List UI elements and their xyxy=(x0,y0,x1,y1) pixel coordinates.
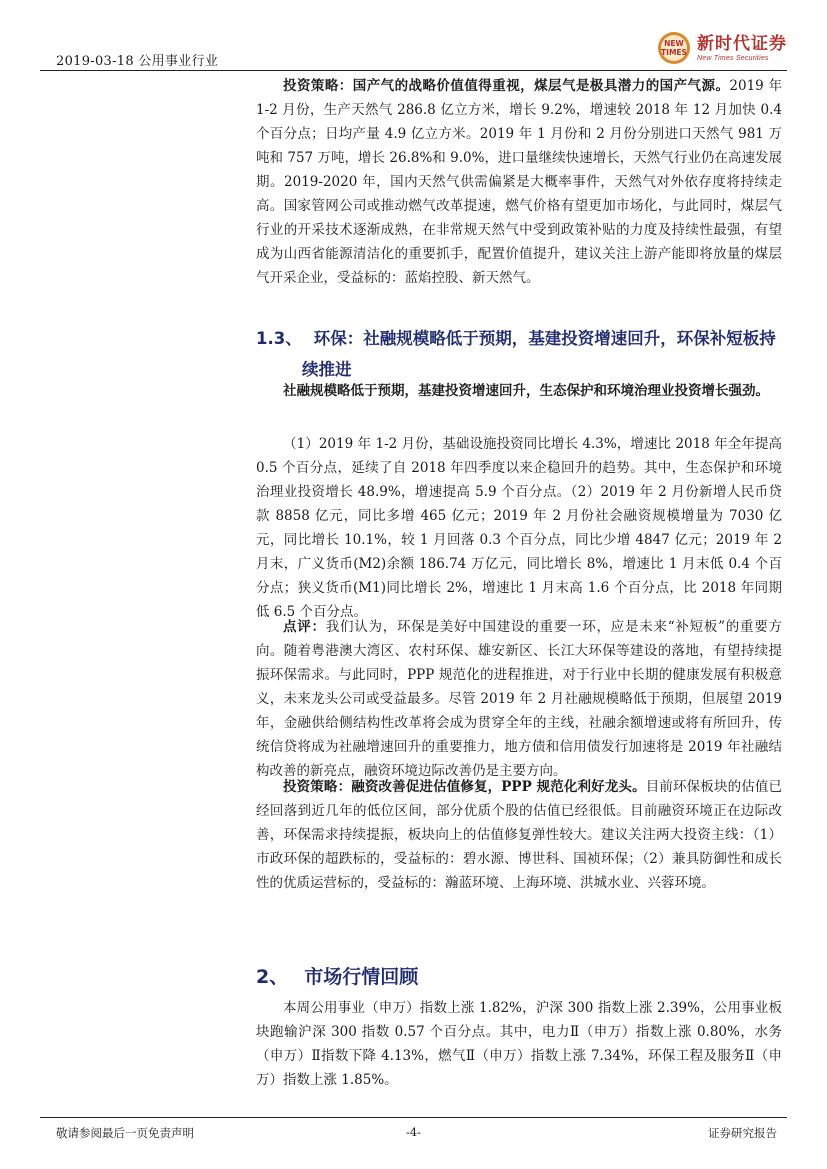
company-logo xyxy=(657,30,787,66)
page-header xyxy=(40,30,787,70)
page-footer xyxy=(40,1117,787,1145)
footer-disclaimer: 敬请参阅最后一页免责声明 xyxy=(56,1126,194,1140)
comment-text: 我们认为，环保是美好中国建设的重要一环，应是未来“补短板”的重要方向。随着粤港澳大湾区、农村环保、雄安新区、长江大环保等建设的落地，有望持续提振环保需求。与此同时，PPP 规范化的进程推进，对于行业中长期的健康发展有积极意义，未来龙头公司或受益最多。尽管 2019 年 2 月社融规模略低于预期，但展望 2019 年，金融供给侧结构性改革将会成为贯穿全年的主线，社融余额增速或将有所回升，传统信贷将成为社融增速回升的重要推力，地方债和信用债发行加速将是 2019 年社融结构改善的新亮点，融资环境边际改善仍是主要方向。 xyxy=(256,619,782,779)
env-strategy-text: 目前环保板块的估值已经回落到近几年的低位区间，部分优质个股的估值已经很低。目前融资环境正在边际改善，环保需求持续提振，板块向上的估值修复弹性较大。建议关注两大投资主线：（1）市政环保的超跌标的，受益标的：碧水源、博世科、国祯环保；（2）兼具防御性和成长性的优质运营标的，受益标的：瀚蓝环境、上海环境、洪城水业、兴蓉环境。 xyxy=(256,779,783,891)
logo-english-name: New Times Securities xyxy=(697,54,769,62)
env-subheading: 社融规模略低于预期，基建投资增速回升，生态保护和环境治理业投资增长强劲。 xyxy=(283,383,769,399)
env-comment-paragraph xyxy=(256,615,782,783)
env-strategy-lead: 融资改善促进估值修复，PPP 规范化利好龙头。 xyxy=(351,779,646,795)
section-2-title: 市场行情回顾 xyxy=(304,966,419,988)
page-number: -4- xyxy=(405,1125,422,1139)
gas-investment-strategy xyxy=(256,74,782,290)
env-investment-strategy xyxy=(256,775,782,895)
section-number: 1.3、 xyxy=(256,329,302,348)
gas-strategy-text: 2019 年 1-2 月份，生产天然气 286.8 亿立方米，增长 9.2%，增速较 2018 年 12 月加快 0.4 个百分点；日均产量 4.9 亿立方米。2019 年 1 月份和 2 月份分别进口天然气 981 万吨和 757 万吨，增长 26.8%和 9.0%，进口量继续快速增长，天然气行业仍在高速发展期。2019-2020 年，国内天然气供需偏紧是大概率事件，天然气对外依存度将持续走高。国家管网公司或推动燃气改革提速，燃气价格有望更加市场化，与此同时，煤层气行业的开采技术逐渐成熟，在非常规天然气中受到政策补贴的力度及持续性最强，有望成为山西省能源清洁化的重要抓手，配置价值提升，建议关注上游产能即将放量的煤层气开采企业，受益标的：蓝焰控股、新天然气。 xyxy=(256,78,783,286)
footer-report-type: 证券研究报告 xyxy=(708,1126,777,1140)
section-2-number: 2、 xyxy=(256,966,289,988)
gas-strategy-lead: 国产气的战略价值值得重视，煤层气是极具潜力的国产气源。 xyxy=(352,78,730,94)
section-heading-1-3 xyxy=(256,323,782,385)
section-heading-2 xyxy=(256,962,782,989)
new-times-logo-icon xyxy=(657,31,691,65)
env-strategy-label: 投资策略： xyxy=(283,779,352,795)
env-data-paragraph: （1）2019 年 1-2 月份，基础设施投资同比增长 4.3%，增速比 2018 年全年提高 0.5 个百分点，延续了自 2018 年四季度以来企稳回升的趋势。其中，生态保护和环境治理业投资增长 48.9%，增速提高 5.9 个百分点。（2）2019 年 2 月份新增人民币贷款 8858 亿元，同比多增 465 亿元；2019 年 2 月份社会融资规模增量为 7030 亿元，同比增长 10.1%，较 1 月回落 0.3 个百分点，同比少增 4847 亿元；2019 年 2 月末，广义货币(M2)余额 186.74 万亿元，同比增长 8%，增速比 1 月末低 0.4 个百分点；狭义货币(M1)同比增长 2%，增速比 1 月末高 1.6 个百分点，比 2018 年同期低 6.5 个百分点。 xyxy=(256,436,782,620)
section-title-line1: 环保：社融规模略低于预期，基建投资增速回升，环保补短板持 xyxy=(313,329,776,348)
footer-divider xyxy=(40,1117,787,1118)
header-date-sector: 2019-03-18 公用事业行业 xyxy=(56,54,219,69)
comment-label: 点评： xyxy=(283,619,326,635)
gas-strategy-label: 投资策略： xyxy=(283,78,353,94)
logo-chinese-name: 新时代证券 xyxy=(697,33,787,54)
logo-mark-text-2: TIMES xyxy=(661,48,687,57)
section-title-line2: 续推进 xyxy=(302,360,352,379)
logo-mark-text-1: NEW xyxy=(664,39,684,48)
market-review-paragraph: 本周公用事业（申万）指数上涨 1.82%，沪深 300 指数上涨 2.39%，公用事业板块跑输沪深 300 指数 0.57 个百分点。其中，电力Ⅱ（申万）指数上涨 0.80%，水务（申万）Ⅱ指数下降 4.13%，燃气Ⅱ（申万）指数上涨 7.34%，环保工程及服务Ⅱ（申万）指数上涨 1.85%。 xyxy=(256,1000,782,1088)
header-divider xyxy=(40,70,787,71)
